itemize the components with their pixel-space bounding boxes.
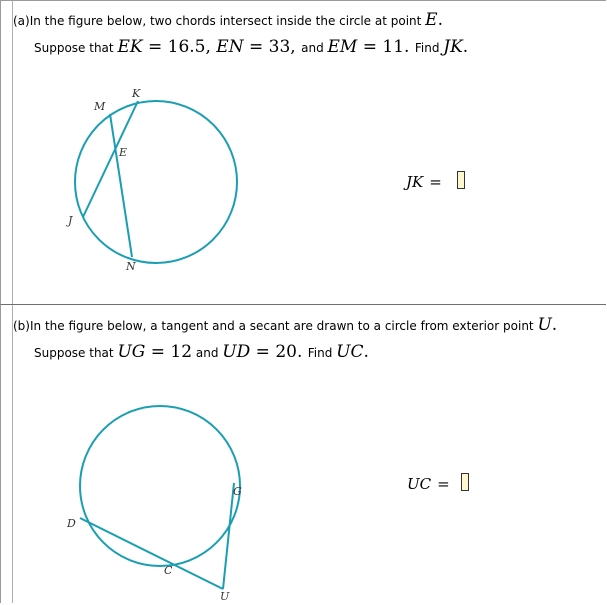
ud-value: 20 [275, 342, 297, 362]
label-m: M [94, 100, 106, 113]
question-panel-b [0, 304, 606, 603]
em-value: 11 [382, 37, 405, 57]
find-a-var: JK [443, 37, 463, 57]
ek-value: 16.5 [167, 37, 206, 57]
find-b-text: Find [307, 346, 337, 360]
ug-var: UG [117, 342, 146, 362]
label-c: C [164, 564, 173, 577]
part-b-tag: (b) [13, 319, 30, 333]
label-k: K [132, 87, 141, 100]
label-d: D [67, 517, 76, 530]
given-b-text: Suppose that UG = 12 and UD = 20. Find UC. [34, 342, 369, 362]
find-a-text: Find [414, 41, 444, 55]
answer-a-var: JK [406, 173, 424, 191]
part-a-tag: (a) [13, 14, 30, 28]
ug-value: 12 [170, 342, 193, 362]
label-n: N [126, 260, 136, 273]
label-u: U [220, 590, 230, 603]
en-var: EN [216, 37, 244, 57]
panel-a-divider [12, 1, 13, 307]
tangent-secant-figure [56, 400, 296, 605]
tangent-ug [223, 483, 234, 589]
answer-b-var: UC [407, 475, 432, 493]
label-e: E [119, 146, 128, 159]
ud-var: UD [222, 342, 251, 362]
given-a-prefix: Suppose that [34, 41, 118, 55]
label-j: J [68, 214, 73, 227]
en-value: 33 [268, 37, 291, 57]
uc-answer-input[interactable] [461, 473, 469, 491]
given-b-prefix: Suppose that [34, 346, 118, 360]
point-u-ref: U [537, 315, 552, 335]
em-var: EM [327, 37, 358, 57]
label-g: G [233, 485, 242, 498]
part-b-intro: In the figure below, a tangent and a secant are drawn to a circle from exterior point [29, 319, 538, 333]
circle-b [80, 406, 240, 566]
chords-figure [56, 83, 316, 283]
answer-a-label: JK = [406, 173, 442, 191]
answer-b-label: UC = [407, 475, 450, 493]
ek-var: EK [117, 37, 143, 57]
jk-answer-input[interactable] [457, 171, 465, 189]
find-b-var: UC [336, 342, 364, 362]
part-a-intro: In the figure below, two chords intersect inside the circle at point [29, 14, 426, 28]
question-a-text: (a)In the figure below, two chords intersect inside the circle at point E. [13, 10, 443, 30]
panel-b-divider [12, 305, 13, 603]
given-a-text: Suppose that EK = 16.5, EN = 33, and EM = 11. Find JK. [34, 37, 469, 57]
question-b-text: (b)In the figure below, a tangent and a secant are drawn to a circle from exterior point U. [13, 315, 558, 335]
point-e-ref: E [425, 10, 438, 30]
